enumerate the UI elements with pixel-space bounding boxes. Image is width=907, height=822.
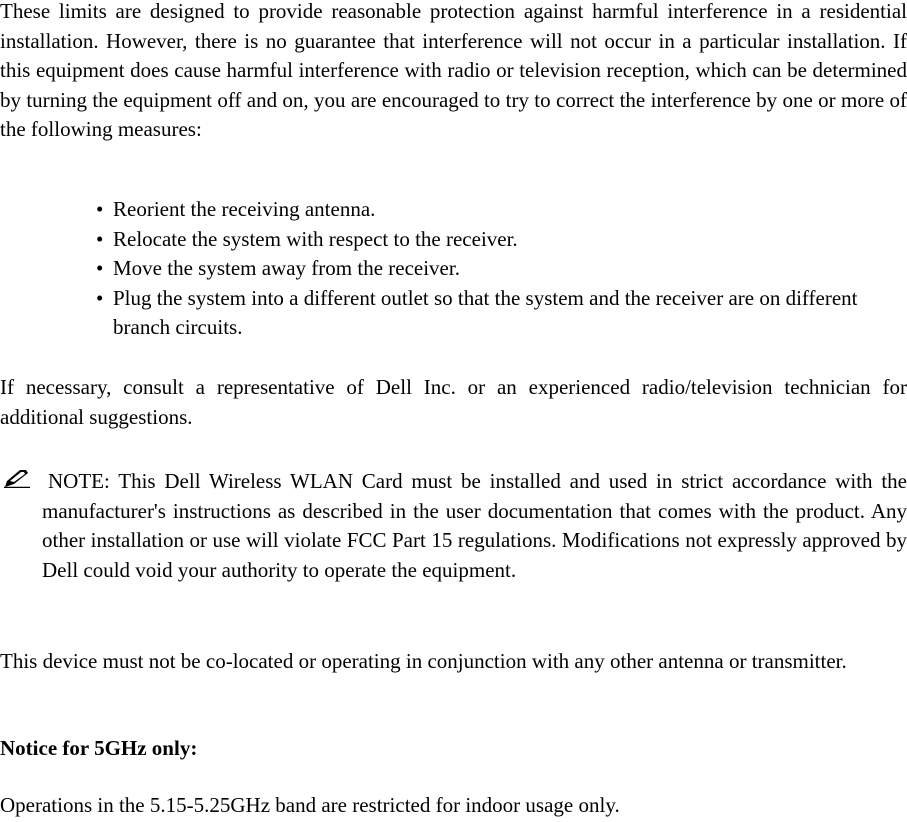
bullet-icon: • [96, 226, 104, 251]
bullet-icon: • [96, 285, 104, 310]
operations-paragraph: Operations in the 5.15-5.25GHz band are restricted for indoor usage only. [0, 793, 620, 817]
note-block [0, 467, 907, 585]
measure-text: Relocate the system with respect to the receiver. [113, 226, 518, 251]
measure-text: Move the system away from the receiver. [113, 256, 460, 280]
note-pencil-icon [3, 468, 31, 488]
consult-paragraph: If necessary, consult a representative of Dell Inc. or an experienced radio/television technician for additional suggestions. [0, 375, 907, 429]
intro-paragraph: These limits are designed to provide reasonable protection against harmful interference in a residential installation. However, there is no guarantee that interference will not occur in a particular installation. If this equipment does cause harmful interference with radio or television reception, which can be determined by turning the equipment off and on, you are encouraged to try to correct the interference by one or more of the following measures: [0, 0, 907, 141]
measure-text: Reorient the receiving antenna. [113, 197, 376, 221]
measures-list [96, 195, 906, 343]
list-item [96, 254, 906, 284]
list-item [96, 225, 906, 255]
note-text: NOTE: This Dell Wireless WLAN Card must be installed and used in strict accordance with the manufacturer's instructions as described in the user documentation that comes with the product. Any other installation or use will violate FCC Part 15 regulations. Modifications not expressly approved by Dell could void your authority to operate the equipment. [42, 469, 907, 582]
list-item [96, 195, 906, 225]
measure-text: Plug the system into a different outlet so that the system and the receiver are on different branch circuits. [113, 285, 858, 339]
notice-heading: Notice for 5GHz only: [0, 736, 198, 760]
list-item [96, 284, 906, 343]
colocated-paragraph: This device must not be co-located or operating in conjunction with any other antenna or transmitter. [0, 649, 847, 673]
bullet-icon: • [96, 197, 104, 221]
bullet-icon: • [96, 256, 104, 280]
